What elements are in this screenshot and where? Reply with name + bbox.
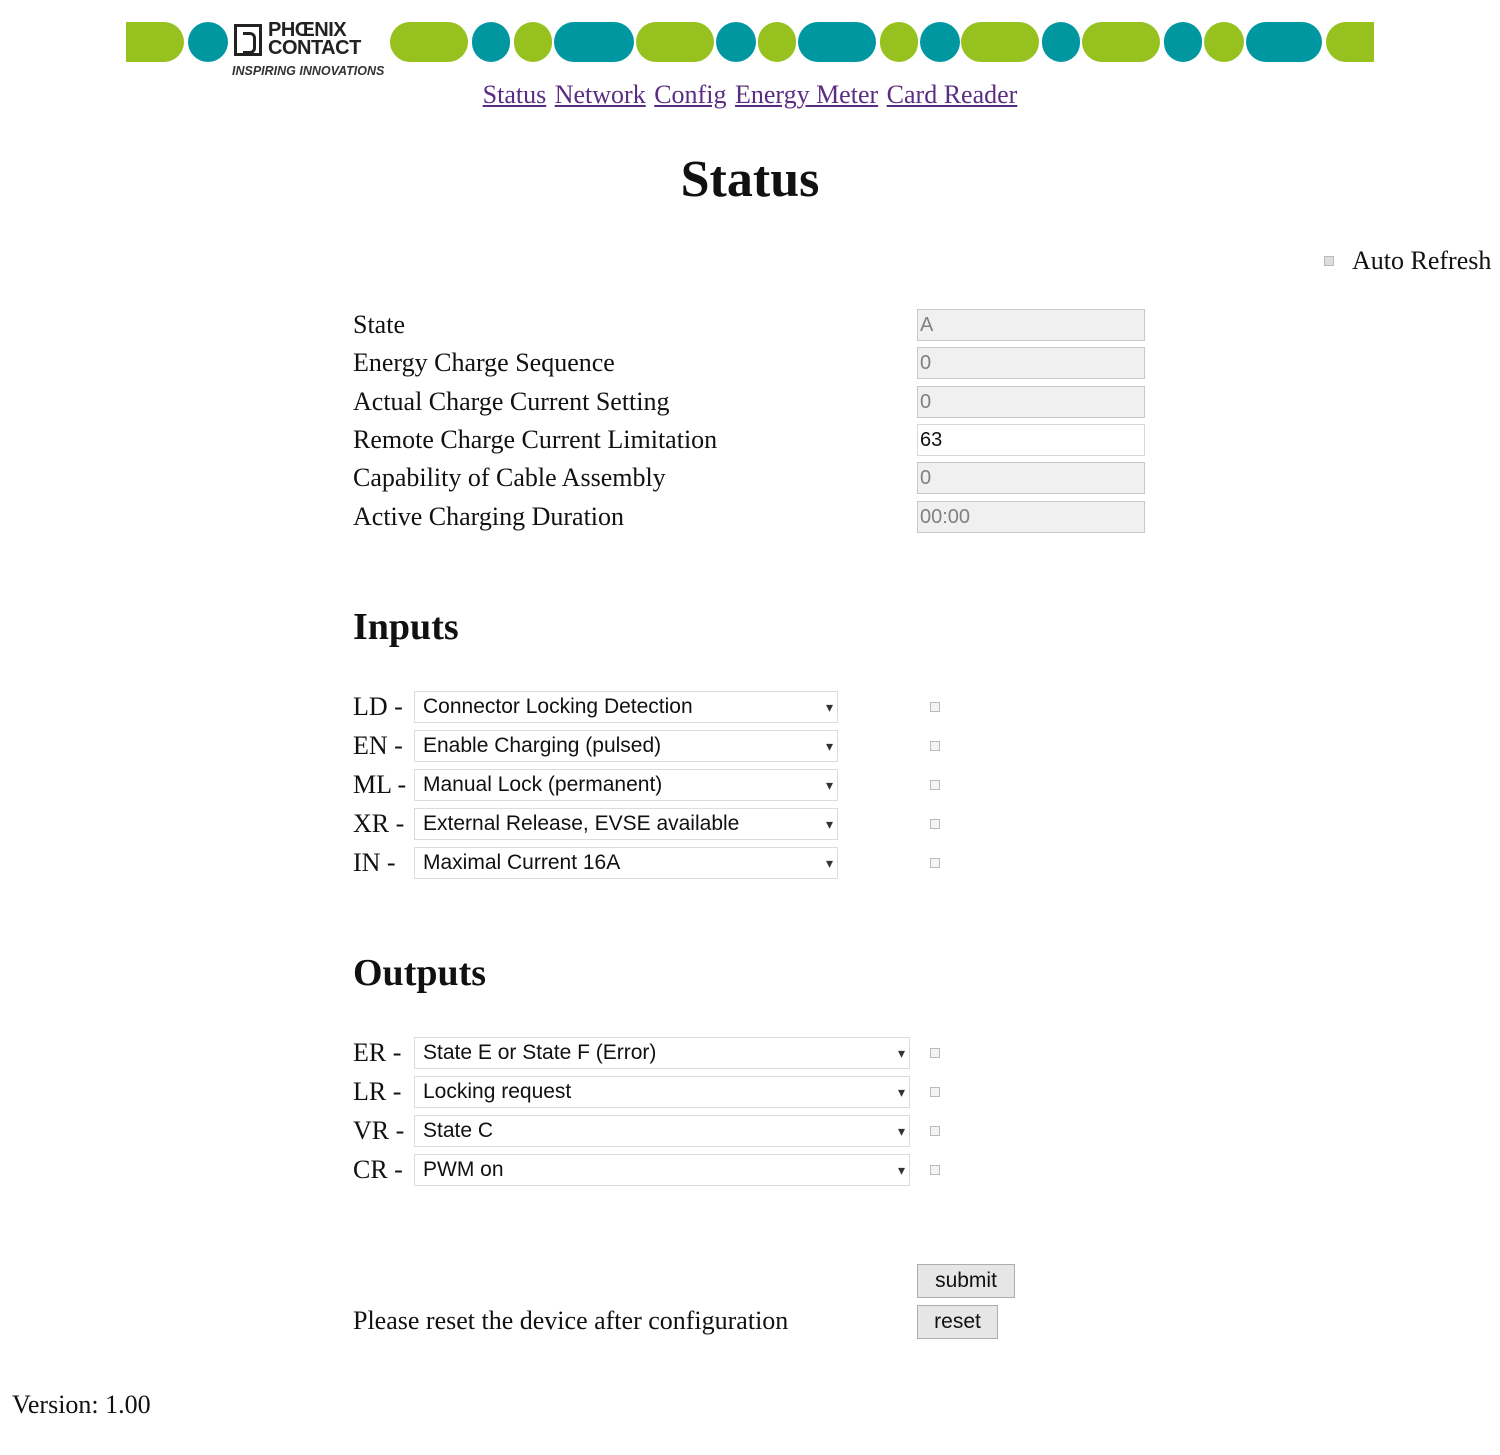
input-select-ml-value: Manual Lock (permanent): [423, 773, 663, 796]
input-select-in[interactable]: [414, 847, 838, 879]
energy-charge-sequence-field: 0: [917, 347, 1145, 379]
cable-capability-field: 0: [917, 462, 1145, 494]
output-checkbox-vr[interactable]: [930, 1126, 940, 1136]
banner-shape: [1326, 22, 1374, 62]
banner-shape: [1164, 22, 1202, 62]
dropdown-arrow-icon: ▾: [825, 699, 833, 715]
input-prefix-in: IN -: [353, 848, 396, 877]
banner-shape: [636, 22, 714, 62]
auto-refresh: [1324, 246, 1491, 276]
input-prefix-ld: LD -: [353, 692, 403, 721]
output-select-cr-value: PWM on: [423, 1158, 504, 1181]
auto-refresh-label: Auto Refresh: [1352, 246, 1492, 275]
output-select-cr[interactable]: [414, 1154, 910, 1186]
input-prefix-en: EN -: [353, 731, 403, 760]
input-prefix-ml: ML -: [353, 770, 407, 799]
logo-name-line1: PHŒNIX: [268, 19, 347, 41]
nav-card-reader[interactable]: Card Reader: [886, 80, 1018, 109]
output-checkbox-cr[interactable]: [930, 1165, 940, 1175]
output-prefix-vr: VR -: [353, 1116, 405, 1145]
auto-refresh-checkbox[interactable]: [1324, 256, 1334, 266]
cable-capability-label: Capability of Cable Assembly: [353, 463, 666, 492]
nav-energy-meter[interactable]: Energy Meter: [734, 80, 879, 109]
dropdown-arrow-icon: ▾: [825, 777, 833, 793]
page-title: Status: [680, 151, 820, 208]
state-field: A: [917, 309, 1145, 341]
dropdown-arrow-icon: ▾: [897, 1084, 905, 1100]
charging-duration-label: Active Charging Duration: [353, 502, 625, 531]
input-select-ld[interactable]: [414, 691, 838, 723]
reset-note: Please reset the device after configuration: [353, 1306, 789, 1335]
dropdown-arrow-icon: ▾: [897, 1045, 905, 1061]
output-select-er-value: State E or State F (Error): [423, 1041, 657, 1064]
inputs-heading: Inputs: [353, 606, 459, 648]
nav-status[interactable]: Status: [482, 80, 547, 109]
banner-shape: [554, 22, 634, 62]
input-select-xr-value: External Release, EVSE available: [423, 812, 740, 835]
output-prefix-cr: CR -: [353, 1155, 403, 1184]
banner-shape: [1082, 22, 1160, 62]
input-checkbox-ml[interactable]: [930, 780, 940, 790]
logo-name: [268, 21, 361, 57]
energy-charge-sequence-label: Energy Charge Sequence: [353, 348, 615, 377]
input-prefix-xr: XR -: [353, 809, 405, 838]
input-select-ml[interactable]: [414, 769, 838, 801]
input-checkbox-ld[interactable]: [930, 702, 940, 712]
remote-charge-current-label: Remote Charge Current Limitation: [353, 425, 718, 454]
dropdown-arrow-icon: ▾: [825, 855, 833, 871]
submit-button[interactable]: submit: [917, 1264, 1015, 1298]
banner-shape: [390, 22, 468, 62]
logo-tagline: INSPIRING INNOVATIONS: [232, 64, 385, 78]
reset-button[interactable]: reset: [917, 1305, 998, 1339]
input-checkbox-en[interactable]: [930, 741, 940, 751]
actual-charge-current-field: 0: [917, 386, 1145, 418]
nav-network[interactable]: Network: [554, 80, 646, 109]
dropdown-arrow-icon: ▾: [825, 738, 833, 754]
phoenix-contact-logo: [230, 20, 390, 84]
banner-shape: [514, 22, 552, 62]
input-checkbox-xr[interactable]: [930, 819, 940, 829]
output-select-vr[interactable]: [414, 1115, 910, 1147]
output-checkbox-lr[interactable]: [930, 1087, 940, 1097]
outputs-heading: Outputs: [353, 952, 487, 994]
banner-shape: [961, 22, 1039, 62]
dropdown-arrow-icon: ▾: [825, 816, 833, 832]
dropdown-arrow-icon: ▾: [897, 1162, 905, 1178]
output-select-lr-value: Locking request: [423, 1080, 572, 1103]
banner-shape: [188, 22, 228, 62]
input-select-in-value: Maximal Current 16A: [423, 851, 621, 874]
banner-shape: [758, 22, 796, 62]
charging-duration-field: 00:00: [917, 501, 1145, 533]
output-select-er[interactable]: [414, 1037, 910, 1069]
output-select-lr[interactable]: [414, 1076, 910, 1108]
banner-shape: [920, 22, 960, 62]
remote-charge-current-input[interactable]: 63: [917, 424, 1145, 456]
output-prefix-er: ER -: [353, 1038, 402, 1067]
input-select-en[interactable]: [414, 730, 838, 762]
version-text: Version: 1.00: [12, 1390, 151, 1419]
input-checkbox-in[interactable]: [930, 858, 940, 868]
state-label: State: [353, 310, 405, 339]
banner-shape: [1204, 22, 1244, 62]
input-select-ld-value: Connector Locking Detection: [423, 695, 693, 718]
banner-shape: [472, 22, 510, 62]
banner-shape: [1246, 22, 1322, 62]
banner-shape: [798, 22, 876, 62]
input-select-xr[interactable]: [414, 808, 838, 840]
logo-mark-icon: [234, 24, 262, 56]
output-checkbox-er[interactable]: [930, 1048, 940, 1058]
logo-name-line2: CONTACT: [268, 37, 361, 59]
banner-shape: [716, 22, 756, 62]
banner-shape: [880, 22, 918, 62]
banner-shape: [1042, 22, 1080, 62]
output-select-vr-value: State C: [423, 1119, 494, 1142]
dropdown-arrow-icon: ▾: [897, 1123, 905, 1139]
main-nav: [0, 80, 1500, 110]
actual-charge-current-label: Actual Charge Current Setting: [353, 387, 670, 416]
nav-config[interactable]: Config: [654, 80, 727, 109]
banner-shape: [126, 22, 184, 62]
input-select-en-value: Enable Charging (pulsed): [423, 734, 662, 757]
output-prefix-lr: LR -: [353, 1077, 402, 1106]
